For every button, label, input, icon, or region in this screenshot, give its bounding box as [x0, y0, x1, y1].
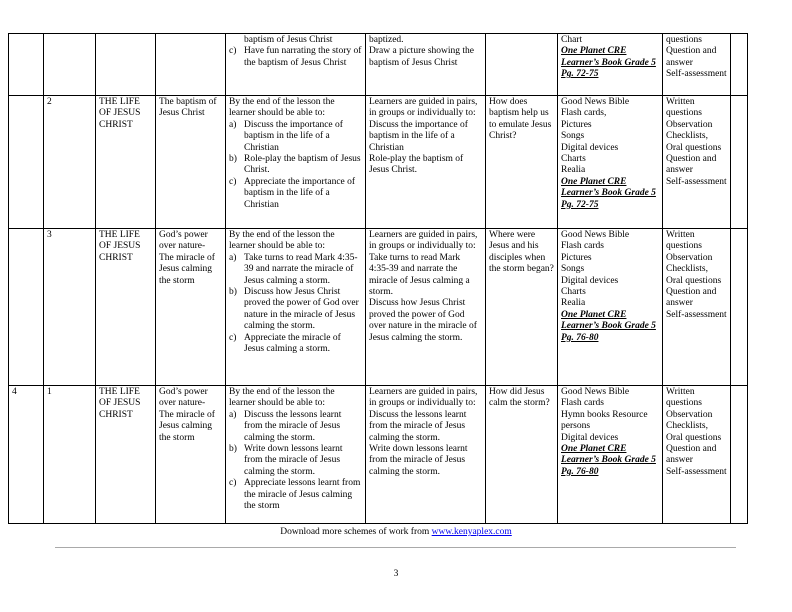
list-marker: c): [229, 332, 237, 343]
list-text: baptism of Jesus Christ: [244, 35, 333, 45]
table-row: [9, 386, 748, 524]
lesson-cell: 3: [44, 229, 96, 386]
strand-cell: THE LIFE OF JESUS CHRIST: [96, 386, 156, 524]
text-line: Observation Checklists,: [666, 409, 713, 432]
lesson-cell: [44, 34, 96, 96]
text-line: Take turns to read Mark 4:35-39 and narrate the miracle of Jesus calming a storm.: [369, 252, 470, 297]
text-line: One Planet CRE Learner’s Book Grade 5 Pg. 76-80: [561, 309, 656, 343]
text-line: By the end of the lesson the learner should be able to:: [229, 97, 335, 119]
text-line: Self-assessment: [666, 176, 727, 187]
resources-cell: [558, 229, 663, 386]
list-text: Have fun narrating the story of the baptism of Jesus Christ: [244, 46, 362, 68]
list-marker: a): [229, 119, 237, 130]
resources-cell: [558, 96, 663, 229]
text-line: One Planet CRE Learner’s Book Grade 5 Pg. 72-75: [561, 46, 656, 80]
week-cell: [9, 96, 44, 229]
list-marker: [229, 35, 244, 46]
outcome-item: [229, 154, 362, 177]
outcome-item: [229, 478, 362, 512]
text-line: Learners are guided in pairs, in groups or individually to:: [369, 97, 478, 119]
strand-cell: [96, 34, 156, 96]
text-line: Self-assessment: [666, 466, 727, 477]
outcome-item: [229, 287, 362, 333]
list-marker: c): [229, 478, 237, 489]
text-line: Good News Bible: [561, 230, 630, 240]
text-line: Written questions: [666, 230, 702, 252]
list-text: Appreciate the miracle of Jesus calming a storm.: [244, 332, 341, 354]
outcome-item: [229, 35, 362, 46]
list-marker: c): [229, 176, 237, 187]
outcome-item: [229, 410, 362, 444]
outcomes-cell: [226, 386, 366, 524]
text-line: Oral questions: [666, 432, 722, 443]
text-line: Oral questions: [666, 142, 722, 153]
week-cell: [9, 34, 44, 96]
text-line: Flash cards,: [561, 108, 607, 119]
substrand-cell: [156, 34, 226, 96]
text-line: By the end of the lesson the learner should be able to:: [229, 230, 335, 252]
outcome-item: [229, 46, 362, 69]
text-line: Written questions: [666, 97, 702, 119]
remarks-cell: [731, 96, 748, 229]
inquiry-cell: How does baptism help us to emulate Jesus Christ?: [486, 96, 558, 229]
strand-cell: THE LIFE OF JESUS CHRIST: [96, 96, 156, 229]
inquiry-cell: How did Jesus calm the storm?: [486, 386, 558, 524]
text-line: Observation Checklists,: [666, 119, 713, 142]
text-line: Question and answer: [666, 46, 717, 68]
lesson-cell: 2: [44, 96, 96, 229]
text-line: Flash cards: [561, 398, 605, 409]
text-line: Write down lessons learnt from the miracle of Jesus calming the storm.: [369, 443, 468, 477]
outcome-item: [229, 120, 362, 154]
text-line: Draw a picture showing the baptism of Jesus Christ: [369, 46, 474, 68]
text-line: Good News Bible: [561, 387, 630, 397]
text-line: Question and answer: [666, 443, 717, 466]
text-line: Learners are guided in pairs, in groups or individually to:: [369, 230, 478, 252]
text-line: Hymn books Resource persons: [561, 409, 648, 432]
strand-cell: THE LIFE OF JESUS CHRIST: [96, 229, 156, 386]
list-text: Appreciate lessons learnt from the miracle of Jesus calming the storm: [244, 478, 361, 511]
substrand-cell: God’s power over nature- The miracle of Jesus calming the storm: [156, 229, 226, 386]
text-line: Charts: [561, 286, 586, 297]
footer: [0, 527, 792, 538]
text-line: Self-assessment: [666, 69, 727, 80]
assessment-cell: [663, 229, 731, 386]
list-text: Discuss the lessons learnt from the miracle of Jesus calming the storm.: [244, 409, 342, 443]
text-line: baptized.: [369, 35, 404, 45]
outcome-item: [229, 333, 362, 356]
footer-link[interactable]: www.kenyaplex.com: [431, 527, 512, 537]
text-line: Discuss how Jesus Christ proved the power of God over nature in the miracle of Jesus calming the storm.: [369, 298, 477, 343]
table-row: [9, 96, 748, 229]
text-line: Realia: [561, 298, 586, 309]
list-text: Role-play the baptism of Jesus Christ.: [244, 153, 361, 176]
text-line: Pictures: [561, 119, 592, 130]
text-line: Discuss the importance of baptism in the life of a Christian: [369, 119, 468, 153]
remarks-cell: [731, 229, 748, 386]
resources-cell: [558, 386, 663, 524]
list-marker: c): [229, 46, 237, 57]
experiences-cell: [366, 229, 486, 386]
experiences-cell: [366, 96, 486, 229]
list-marker: b): [229, 286, 237, 297]
text-line: Pictures: [561, 252, 592, 263]
text-line: One Planet CRE Learner’s Book Grade 5 Pg. 72-75: [561, 176, 656, 210]
text-line: Songs: [561, 264, 585, 275]
text-line: Question and answer: [666, 286, 717, 309]
scheme-of-work-table: [8, 33, 748, 524]
list-marker: a): [229, 409, 237, 420]
text-line: By the end of the lesson the learner should be able to:: [229, 387, 335, 409]
list-marker: b): [229, 443, 237, 454]
text-line: Songs: [561, 131, 585, 142]
experiences-cell: [366, 386, 486, 524]
list-text: Discuss how Jesus Christ proved the power of God over nature in the miracle of Jesus calming the storm.: [244, 286, 359, 332]
text-line: Digital devices: [561, 275, 619, 286]
inquiry-cell: [486, 34, 558, 96]
list-text: Take turns to read Mark 4:35-39 and narrate the miracle of Jesus calming a storm.: [244, 252, 358, 286]
outcomes-cell: [226, 96, 366, 229]
outcome-item: [229, 444, 362, 478]
substrand-cell: God’s power over nature- The miracle of Jesus calming the storm: [156, 386, 226, 524]
list-text: Write down lessons learnt from the miracle of Jesus calming the storm.: [244, 443, 343, 477]
remarks-cell: [731, 34, 748, 96]
page-number: 3: [393, 569, 399, 580]
outcome-item: [229, 177, 362, 211]
inquiry-cell: Where were Jesus and his disciples when the storm began?: [486, 229, 558, 386]
text-line: Learners are guided in pairs, in groups or individually to:: [369, 387, 478, 409]
assessment-cell: [663, 96, 731, 229]
outcomes-cell: [226, 34, 366, 96]
experiences-cell: [366, 34, 486, 96]
text-line: Role-play the baptism of Jesus Christ.: [369, 153, 464, 176]
text-line: Self-assessment: [666, 309, 727, 320]
text-line: Question and answer: [666, 153, 717, 176]
text-line: Oral questions: [666, 275, 722, 286]
text-line: Digital devices: [561, 142, 619, 153]
text-line: Charts: [561, 153, 586, 164]
text-line: Good News Bible: [561, 97, 630, 107]
remarks-cell: [731, 386, 748, 524]
footer-divider: [55, 547, 736, 548]
lesson-cell: 1: [44, 386, 96, 524]
list-text: Discuss the importance of baptism in the life of a Christian: [244, 119, 343, 153]
list-text: Appreciate the importance of baptism in the life of a Christian: [244, 176, 356, 210]
assessment-cell: [663, 386, 731, 524]
table-row: [9, 34, 748, 96]
text-line: Digital devices: [561, 432, 619, 443]
table-row: [9, 229, 748, 386]
week-cell: 4: [9, 386, 44, 524]
outcomes-cell: [226, 229, 366, 386]
text-line: Realia: [561, 165, 586, 176]
footer-text: Download more schemes of work from: [280, 527, 432, 537]
text-line: Discuss the lessons learnt from the miracle of Jesus calming the storm.: [369, 409, 467, 443]
text-line: Chart: [561, 35, 583, 45]
list-marker: b): [229, 153, 237, 164]
outcome-item: [229, 253, 362, 287]
week-cell: [9, 229, 44, 386]
text-line: Observation Checklists,: [666, 252, 713, 275]
substrand-cell: The baptism of Jesus Christ: [156, 96, 226, 229]
text-line: One Planet CRE Learner’s Book Grade 5 Pg. 76-80: [561, 443, 656, 477]
text-line: Flash cards: [561, 241, 605, 252]
resources-cell: [558, 34, 663, 96]
text-line: Written questions: [666, 387, 702, 409]
text-line: questions: [666, 35, 702, 45]
list-marker: a): [229, 252, 237, 263]
assessment-cell: [663, 34, 731, 96]
